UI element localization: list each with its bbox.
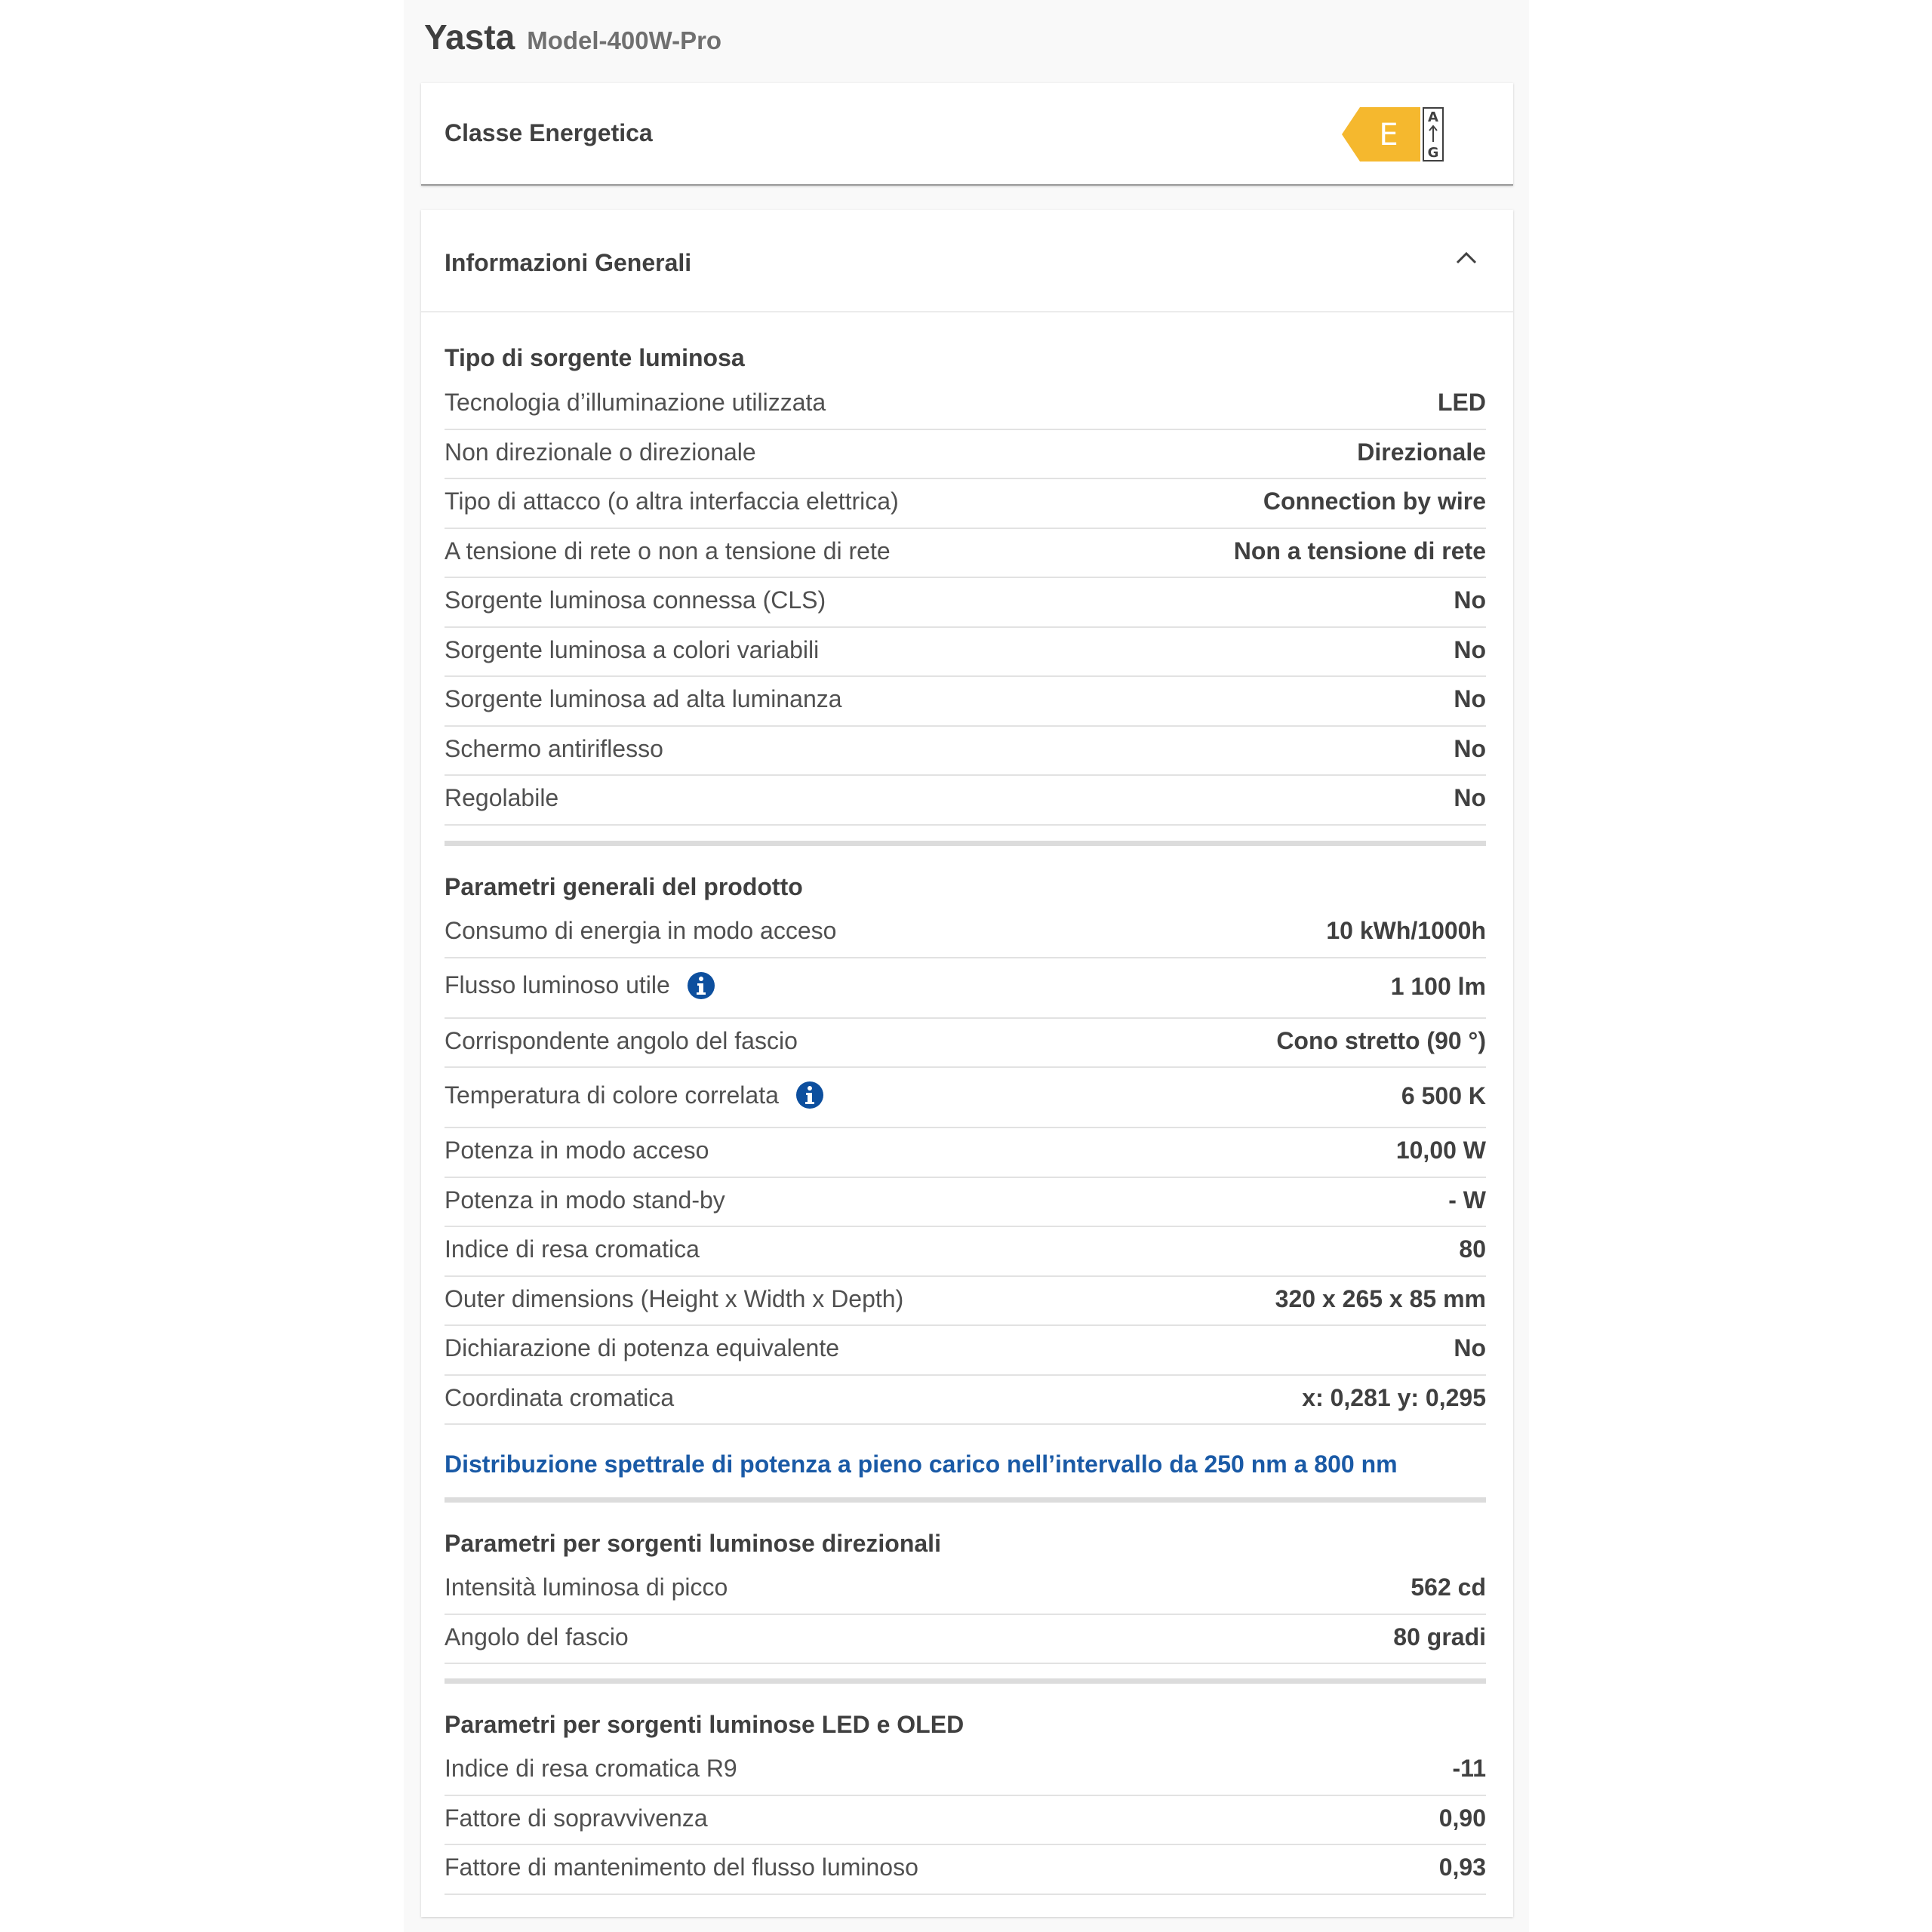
spec-label-text: Consumo di energia in modo acceso <box>445 917 837 944</box>
spec-row <box>445 1128 1486 1178</box>
spec-label <box>445 1755 737 1783</box>
general-info-header[interactable] <box>421 210 1513 312</box>
spec-label <box>445 1334 839 1362</box>
spec-row <box>445 677 1486 727</box>
spec-value: No <box>1454 784 1486 811</box>
spec-label-text: Indice di resa cromatica R9 <box>445 1755 737 1782</box>
spec-row <box>445 1615 1486 1665</box>
info-icon[interactable] <box>795 1081 824 1109</box>
general-info-title: Informazioni Generali <box>445 249 692 276</box>
spec-value: No <box>1454 734 1486 762</box>
spec-label-text: Tipo di attacco (o altra interfaccia elettrica) <box>445 488 899 515</box>
spec-label <box>445 971 715 1000</box>
spec-value: 562 cd <box>1411 1574 1486 1601</box>
spec-label <box>445 1623 629 1651</box>
svg-text:A: A <box>1428 109 1438 125</box>
spec-value: x: 0,281 y: 0,295 <box>1302 1383 1486 1411</box>
spec-label-text: Corrispondente angolo del fascio <box>445 1026 798 1054</box>
spec-label-text: Intensità luminosa di picco <box>445 1574 728 1601</box>
spec-label-text: Sorgente luminosa connessa (CLS) <box>445 586 826 614</box>
spec-value: No <box>1454 1334 1486 1361</box>
spec-label <box>445 735 663 763</box>
spec-value: Direzionale <box>1357 438 1486 466</box>
spec-label-text: Flusso luminoso utile <box>445 971 670 998</box>
spec-label <box>445 1027 798 1055</box>
spec-value: No <box>1454 685 1486 712</box>
spec-row <box>445 1068 1486 1128</box>
spec-label <box>445 1574 728 1601</box>
spec-row <box>445 1178 1486 1228</box>
spec-label-text: Dichiarazione di potenza equivalente <box>445 1334 840 1361</box>
spec-label <box>445 636 819 664</box>
spec-label-text: Sorgente luminosa ad alta luminanza <box>445 685 842 712</box>
spec-label <box>445 1384 674 1412</box>
spec-value: - W <box>1448 1186 1486 1214</box>
spec-value: Connection by wire <box>1263 488 1486 515</box>
section-title-directional: Parametri per sorgenti luminose direzionali <box>445 1530 941 1557</box>
model-name: Model-400W-Pro <box>527 26 722 54</box>
spec-value: No <box>1454 635 1486 663</box>
spec-row <box>445 1376 1486 1426</box>
product-page <box>404 0 1529 1932</box>
energy-class-card <box>421 83 1513 186</box>
spec-value: 1 100 lm <box>1390 972 1486 1000</box>
spec-label-text: Potenza in modo acceso <box>445 1137 709 1164</box>
spec-label <box>445 1137 709 1164</box>
spec-label <box>445 586 826 614</box>
spec-label-text: Regolabile <box>445 784 559 811</box>
section-title-light-source: Tipo di sorgente luminosa <box>445 344 745 371</box>
spec-label-text: Sorgente luminosa a colori variabili <box>445 635 820 663</box>
spec-label-text: Coordinata cromatica <box>445 1383 675 1411</box>
spec-label-text: Fattore di sopravvivenza <box>445 1804 708 1832</box>
spec-row <box>445 1746 1486 1796</box>
spec-value: 10 kWh/1000h <box>1326 917 1486 944</box>
spec-value: 6 500 K <box>1401 1082 1486 1109</box>
spec-value: LED <box>1438 389 1486 416</box>
product-header <box>424 17 721 62</box>
spec-row <box>445 578 1486 628</box>
row-separator <box>445 1663 1486 1664</box>
spec-label <box>445 1186 725 1214</box>
chevron-up-icon[interactable] <box>1454 249 1478 267</box>
spec-label <box>445 537 891 565</box>
spec-label <box>445 389 826 417</box>
row-separator <box>445 824 1486 826</box>
spec-row <box>445 958 1486 1019</box>
spec-label-text: Potenza in modo stand-by <box>445 1186 725 1214</box>
brand-name: Yasta <box>424 17 515 57</box>
spec-value: 0,93 <box>1438 1854 1486 1881</box>
spec-row <box>445 727 1486 777</box>
spec-row <box>445 776 1486 826</box>
spec-label <box>445 784 558 812</box>
spec-row <box>445 1019 1486 1069</box>
spec-value: -11 <box>1452 1755 1486 1782</box>
spec-row <box>445 380 1486 430</box>
spec-row <box>445 529 1486 579</box>
spec-value: 320 x 265 x 85 mm <box>1275 1284 1486 1312</box>
spec-value: Non a tensione di rete <box>1233 537 1486 565</box>
general-info-card <box>421 210 1513 1917</box>
spec-label <box>445 1804 708 1832</box>
info-icon[interactable] <box>687 971 715 1000</box>
section-title-led-oled: Parametri per sorgenti luminose LED e OLED <box>445 1711 964 1738</box>
svg-text:G: G <box>1427 145 1439 161</box>
section-divider <box>445 1497 1486 1503</box>
spec-label-text: Outer dimensions (Height x Width x Depth) <box>445 1284 904 1312</box>
spectral-distribution-link[interactable]: Distribuzione spettrale di potenza a pieno carico nell’intervallo da 250 nm a 800 nm <box>445 1451 1398 1478</box>
spec-label-text: Temperatura di colore correlata <box>445 1081 779 1109</box>
section-divider <box>445 841 1486 846</box>
section-title-product-params: Parametri generali del prodotto <box>445 873 803 900</box>
spec-label-text: Schermo antiriflesso <box>445 734 663 762</box>
spec-value: 10,00 W <box>1395 1137 1486 1164</box>
spec-label-text: Indice di resa cromatica <box>445 1235 700 1263</box>
energy-class-title: Classe Energetica <box>445 119 653 146</box>
spec-label <box>445 917 836 945</box>
spec-label-text: A tensione di rete o non a tensione di rete <box>445 537 891 565</box>
spec-label <box>445 1285 903 1313</box>
spec-row <box>445 909 1486 958</box>
spec-value: 0,90 <box>1438 1804 1486 1832</box>
spec-value: No <box>1454 586 1486 614</box>
spec-row <box>445 1796 1486 1846</box>
section-divider <box>445 1678 1486 1684</box>
spec-row <box>445 1277 1486 1327</box>
energy-class-badge <box>1342 107 1444 162</box>
spec-row <box>445 628 1486 678</box>
row-separator <box>445 1894 1486 1895</box>
row-separator <box>445 1423 1486 1425</box>
spec-row <box>445 1845 1486 1895</box>
spec-label-text: Fattore di mantenimento del flusso luminoso <box>445 1854 918 1881</box>
spec-label <box>445 438 756 466</box>
spec-value: 80 gradi <box>1393 1623 1486 1651</box>
spec-label <box>445 488 899 515</box>
spec-value: Cono stretto (90 °) <box>1276 1026 1486 1054</box>
spec-label <box>445 1854 918 1881</box>
spec-label <box>445 1235 700 1263</box>
spec-row <box>445 479 1486 529</box>
spec-label-text: Non direzionale o direzionale <box>445 438 756 466</box>
spec-label <box>445 685 842 713</box>
svg-text:E: E <box>1379 118 1398 152</box>
spec-label-text: Angolo del fascio <box>445 1623 629 1651</box>
spec-row <box>445 1565 1486 1615</box>
spec-row <box>445 430 1486 480</box>
spec-label-text: Tecnologia d’illuminazione utilizzata <box>445 389 826 416</box>
spec-label <box>445 1081 824 1109</box>
spec-row <box>445 1227 1486 1277</box>
spec-value: 80 <box>1459 1235 1486 1263</box>
spec-row <box>445 1326 1486 1376</box>
